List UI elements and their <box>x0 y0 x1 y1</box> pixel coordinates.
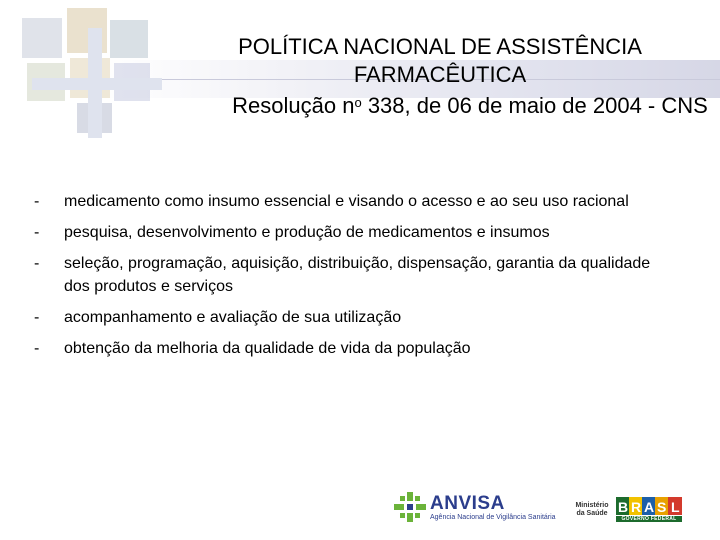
governo-federal-label: GOVERNO FEDERAL <box>616 516 682 522</box>
bullet-marker: - <box>34 309 40 326</box>
ministerio-line-1: Ministério <box>575 502 609 509</box>
svg-text:A: A <box>644 499 655 515</box>
title-line-3 <box>190 89 720 120</box>
resolution-suffix: 338, de 06 de maio de 2004 - CNS <box>361 93 708 118</box>
collage-cross-horizontal <box>32 78 162 90</box>
ministerio-line-2: da Saúde <box>576 510 608 517</box>
page-title <box>160 33 720 120</box>
bullet-text: seleção, programação, aquisição, distribuição, dispensação, garantia da qualidade dos produtos e serviços <box>64 255 651 295</box>
title-line-1: POLÍTICA NACIONAL DE ASSISTÊNCIA <box>238 34 642 59</box>
list-item <box>34 337 674 360</box>
bullet-text: pesquisa, desenvolvimento e produção de medicamentos e insumos <box>64 224 550 241</box>
collage-tile <box>22 18 62 58</box>
anvisa-name: ANVISA <box>430 493 505 514</box>
bullet-marker: - <box>34 224 40 241</box>
bullet-text: acompanhamento e avaliação de sua utilização <box>64 309 402 326</box>
bullet-text: obtenção da melhoria da qualidade de vida da população <box>64 340 471 357</box>
anvisa-subtitle: Agência Nacional de Vigilância Sanitária <box>430 514 556 521</box>
svg-text:R: R <box>631 499 642 515</box>
svg-text:L: L <box>671 499 680 515</box>
bullet-list <box>34 190 674 368</box>
pharmacy-collage-image <box>22 8 152 136</box>
resolution-superscript: o <box>354 95 362 110</box>
collage-tile <box>110 20 148 58</box>
list-item <box>34 221 674 244</box>
list-item <box>34 190 674 213</box>
bullet-marker: - <box>34 193 40 210</box>
ministerio-saude-label <box>574 502 610 518</box>
resolution-prefix: Resolução n <box>232 93 355 118</box>
bullet-marker: - <box>34 255 40 272</box>
bullet-text: medicamento como insumo essencial e visando o acesso e ao seu uso racional <box>64 193 629 210</box>
list-item <box>34 306 674 329</box>
bullet-marker: - <box>34 340 40 357</box>
svg-text:S: S <box>657 499 667 515</box>
svg-text:B: B <box>618 499 629 515</box>
list-item <box>34 252 674 298</box>
title-line-2: FARMACÊUTICA <box>353 62 527 87</box>
